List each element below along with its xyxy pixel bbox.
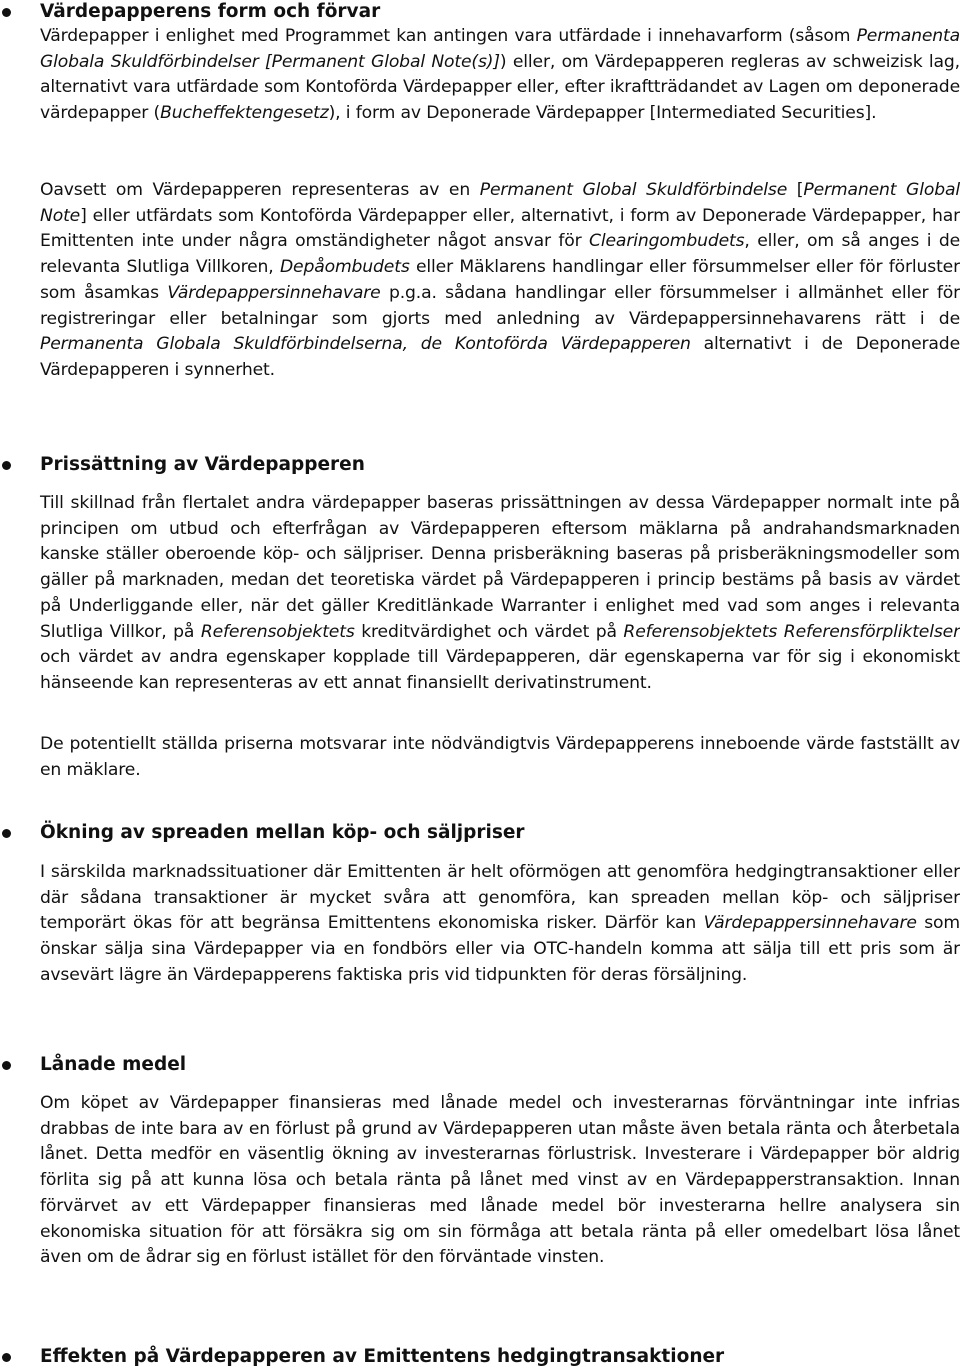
paragraph bbox=[40, 24, 960, 127]
text-run: [ bbox=[787, 180, 804, 200]
bullet-icon bbox=[2, 1061, 11, 1070]
italic-run: Referensobjektets Referensförpliktelser bbox=[623, 621, 960, 642]
italic-run: Permanent Global Note bbox=[40, 180, 960, 226]
text-run: och värdet av andra egenskaper kopplade till Värdepapperen, där egenskaperna var för sig i ekonomiskt hänseende kan representeras av ett annat finansiellt derivatinstrument. bbox=[40, 647, 960, 693]
text-run: Värdepapper i enlighet med Programmet kan antingen vara utfärdade i innehavarform (såsom bbox=[40, 26, 857, 46]
italic-run: Permanenta Globala Skuldförbindelser [Permanent Global Note(s)] bbox=[40, 26, 960, 72]
italic-run: Permanent Global Skuldförbindelse bbox=[479, 180, 788, 200]
text-run: I särskilda marknadssituationer där Emittenten är helt oförmögen att genomföra hedgingtransaktioner eller där sådana transaktioner är mycket svåra att genomföra, kan spreaden mellan köp- och säljpriser temporärt ökas för att begränsa Emittentens ekonomiska risker. Därför kan bbox=[40, 862, 960, 934]
text-run: De potentiellt ställda priserna motsvarar inte nödvändigtvis Värdepapperens inneboende värde fastställt av en mäklare. bbox=[40, 734, 960, 780]
section-heading: Prissättning av Värdepapperen bbox=[40, 454, 365, 475]
bullet-icon bbox=[2, 461, 11, 470]
text-run: alternativt i de Deponerade Värdepapperen i synnerhet. bbox=[40, 334, 960, 380]
text-run: ] eller utfärdats som Kontoförda Värdepapper eller, alternativt, i form av Deponerade Värdepapper, har Emittenten inte under några omständigheter något ansvar för bbox=[40, 205, 960, 252]
italic-run: Värdepappersinnehavare bbox=[167, 282, 381, 303]
text-run: kreditvärdighet och värdet på bbox=[354, 621, 624, 642]
text-run: Oavsett om Värdepapperen representeras av en bbox=[40, 180, 480, 200]
italic-run: Bucheffektengesetz bbox=[160, 103, 329, 124]
paragraph bbox=[40, 860, 960, 989]
paragraph bbox=[40, 491, 960, 697]
italic-run: Referensobjektets bbox=[200, 621, 355, 642]
section-heading: Lånade medel bbox=[40, 1054, 187, 1075]
paragraph bbox=[40, 1091, 960, 1271]
text-run: Om köpet av Värdepapper finansieras med lånade medel och investerarnas förväntningar inte infrias drabbas de inte bara av en förlust på grund av Värdepapperen utan måste även betala ränta och återbetala lånet. Detta medför en väsentlig ökning av investerarnas förlustrisk. Investerare i Värdepapper bör aldrig förlita sig på att kunna lösa och betala ränta på lånet med vinst av en Värdepapperstransaktion. Innan förvärvet av ett Värdepapper finansieras med lånade medel bör investerarna hellre analysera sin ekonomiska situation för att försäkra sig om sin förmåga att betala ränta på eller omedelbart lösa lånet även om de ådrar sig en förlust istället för den förväntade vinsten. bbox=[40, 1093, 960, 1268]
text-run: Till skillnad från flertalet andra värdepapper baseras prissättningen av dessa Värdepapper normalt inte på principen om utbud och efterfrågan av Värdepapperen eftersom mäklarna på andrahandsmarknaden kanske ställer oberoende köp- och säljpriser. Denna prisberäkning baseras på prisberäkningsmodeller som gäller på marknaden, medan det teoretiska värdet på Värdepapperen i princip bestäms på basis av värdet på Underliggande eller, när det gäller Kreditlänkade Warranter i enlighet med vad som anges i relevanta Slutliga Villkor, på bbox=[40, 493, 960, 642]
italic-run: Värdepappersinnehavare bbox=[703, 913, 917, 934]
section-heading: Effekten på Värdepapperen av Emittentens hedgingtransaktioner bbox=[40, 1346, 725, 1367]
paragraph bbox=[40, 732, 960, 783]
section-heading: Ökning av spreaden mellan köp- och säljpriser bbox=[40, 822, 525, 843]
text-run: ) eller, om Värdepapperen regleras av schweizisk lag, alternativt vara utfärdade som Kontoförda Värdepapper eller, efter ikraftträdandet av Lagen om deponerade värdepapper ( bbox=[40, 51, 960, 124]
bullet-icon bbox=[2, 829, 11, 838]
bullet-icon bbox=[2, 1353, 11, 1362]
text-run: , eller, om så anges i de relevanta Slutliga Villkoren, bbox=[40, 231, 960, 278]
italic-run: Depåombudets bbox=[279, 257, 410, 278]
text-run: som önskar sälja sina Värdepapper via en fondbörs eller via OTC-handeln komma att sälja till ett pris som är avsevärt lägre än Värdepapperens faktiska pris vid tidpunkten för deras försäljning. bbox=[40, 913, 960, 985]
text-run: ), i form av Deponerade Värdepapper [Intermediated Securities]. bbox=[328, 103, 877, 124]
italic-run: Permanenta Globala Skuldförbindelserna, de Kontoförda Värdepapperen bbox=[40, 334, 691, 355]
text-run: p.g.a. sådana handlingar eller försummelser i allmänhet eller för registreringar eller betalningar som gjorts med anledning av Värdepappersinnehavarens rätt i de bbox=[40, 282, 960, 329]
italic-run: Clearingombudets bbox=[589, 231, 745, 252]
bullet-icon bbox=[2, 8, 11, 17]
section-heading: Värdepapperens form och förvar bbox=[40, 1, 381, 22]
text-run: eller Mäklarens handlingar eller försummelser eller för förluster som åsamkas bbox=[40, 257, 960, 303]
paragraph bbox=[40, 178, 960, 384]
